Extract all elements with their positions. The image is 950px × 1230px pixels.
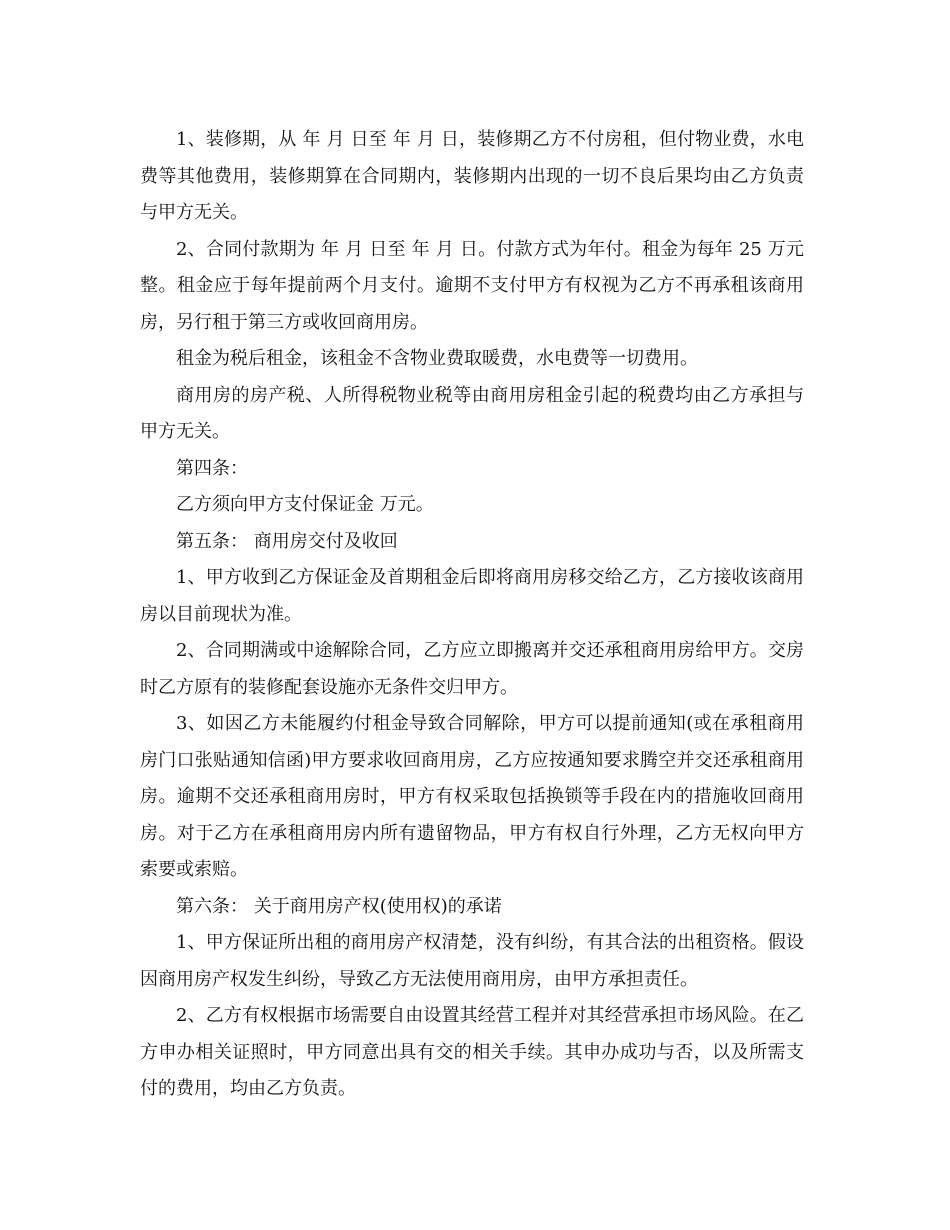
paragraph-contract-expiry: 2、合同期满或中途解除合同，乙方应立即搬离并交还承租商用房给甲方。交房时乙方原有的装修配套设施亦无条件交归甲方。 (140, 640, 804, 698)
paragraph-handover: 1、甲方收到乙方保证金及首期租金后即将商用房移交给乙方，乙方接收该商用房以目前现状为准。 (140, 567, 804, 625)
article-four-heading: 第四条： (176, 457, 248, 479)
paragraph-after-tax-rent: 租金为税后租金，该租金不含物业费取暖费，水电费等一切费用。 (176, 348, 698, 369)
paragraph-renovation-period: 1、装修期，从 年 月 日至 年 月 日，装修期乙方不付房租，但付物业费，水电费等其他费用，装修期算在合同期内，装修期内出现的一切不良后果均由乙方负责与甲方无关。 (140, 129, 804, 223)
paragraph-termination: 3、如因乙方未能履约付租金导致合同解除，甲方可以提前通知(或在承租商用房门口张贴通知信函)甲方要求收回商用房，乙方应按通知要求腾空并交还承租商用房。逾期不交还承租商用房时，甲方有权采取包括换锁等手段在内的措施收回商用房。对于乙方在承租商用房内所有遗留物品，甲方有权自行外理，乙方无权向甲方索要或索赔。 (140, 713, 804, 880)
paragraph-taxes: 商用房的房产税、人所得税物业税等由商用房租金引起的税费均由乙方承担与甲方无关。 (140, 384, 804, 442)
document-body (140, 122, 804, 1108)
article-six-heading: 第六条： 关于商用房产权(使用权)的承诺 (176, 895, 502, 917)
paragraph-property-rights: 1、甲方保证所出租的商用房产权清楚，没有纠纷，有其合法的出租资格。假设因商用房产权发生纠纷，导致乙方无法使用商用房，由甲方承担责任。 (140, 932, 804, 990)
paragraph-payment-period: 2、合同付款期为 年 月 日至 年 月 日。付款方式为年付。租金为每年 25 万元整。租金应于每年提前两个月支付。逾期不支付甲方有权视为乙方不再承租该商用房，另行租于第三方或收回商用房。 (140, 238, 804, 333)
article-five-heading: 第五条： 商用房交付及收回 (176, 530, 398, 552)
paragraph-deposit: 乙方须向甲方支付保证金 万元。 (176, 494, 434, 515)
paragraph-business-rights: 2、乙方有权根据市场需要自由设置其经营工程并对其经营承担市场风险。在乙方申办相关证照时，甲方同意出具有交的相关手续。其申办成功与否，以及所需支付的费用，均由乙方负责。 (140, 1005, 804, 1099)
